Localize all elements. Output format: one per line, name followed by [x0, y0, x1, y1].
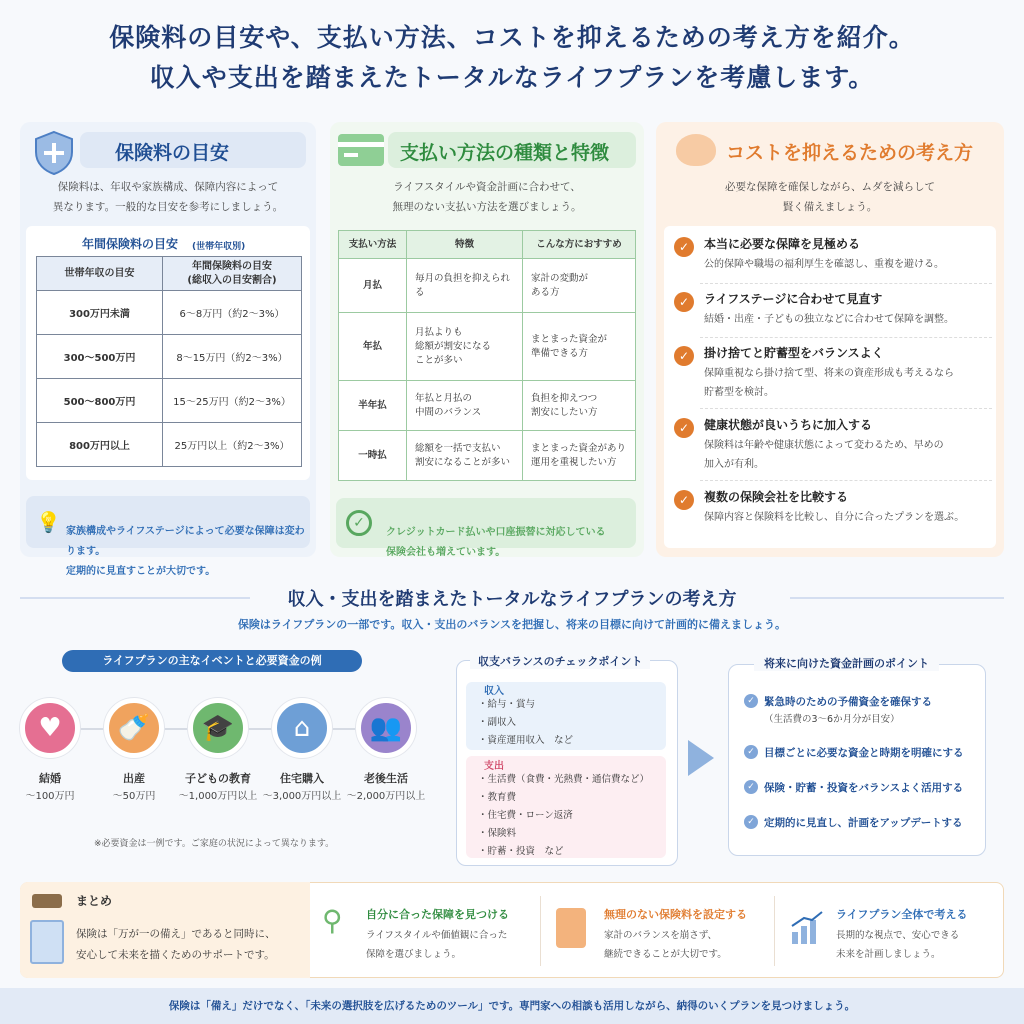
table-row: [339, 431, 636, 481]
cost-item-title: 掛け捨てと貯蓄型をバランスよく: [704, 346, 884, 360]
table-cell: 負担を抑えつつ 割安にしたい方: [523, 381, 636, 431]
event-cost: 〜50万円: [112, 791, 156, 802]
check-icon: ✓: [674, 292, 694, 312]
footer-text: 保険は「備え」だけでなく、「未来の選択肢を広げるためのツール」です。専門家への相談も活用しながら、納得のいくプランを見つけましょう。: [168, 1000, 856, 1012]
summary-text: 保険は「万が一の備え」であると同時に、 安心して未来を描くためのサポートです。: [76, 928, 276, 961]
event-cost: 〜100万円: [25, 791, 75, 802]
future-point: 目標ごとに必要な資金と時期を明確にする: [764, 747, 964, 759]
table-cell: 月払よりも 総額が割安になる ことが多い: [407, 313, 523, 381]
page-title-line1: 保険料の目安や、支払い方法、コストを抑えるための考え方を紹介。: [109, 23, 915, 52]
shield-icon: [32, 130, 76, 176]
lightbulb-icon: 💡: [36, 510, 61, 534]
payment-header: 特徴: [407, 231, 523, 259]
event-name: 子どもの教育: [185, 772, 251, 785]
credit-card-icon: [338, 134, 384, 166]
check-icon: ✓: [674, 237, 694, 257]
summary-point-title: ライフプラン全体で考える: [836, 908, 968, 921]
cost-item-desc: 保険料は年齢や健康状態によって変わるため、早めの 加入が有利。: [704, 440, 944, 470]
payment-header: こんな方におすすめ: [523, 231, 636, 259]
table-cell: 15〜25万円（約2〜3%）: [163, 379, 302, 423]
summary-point-desc: ライフスタイルや価値観に合った 保障を選びましょう。: [366, 930, 508, 960]
summary-label: まとめ: [76, 894, 113, 908]
check-icon: ✓: [744, 780, 758, 794]
cost-item-desc: 公的保障や職場の福利厚生を確認し、重複を避ける。: [704, 259, 944, 270]
graduation-cap-icon: 🎓: [188, 698, 248, 758]
cost-item-title: 健康状態が良いうちに加入する: [704, 418, 873, 432]
check-icon: ✓: [744, 694, 758, 708]
summary-point-desc: 長期的な視点で、安心できる 未来を計画しましょう。: [836, 930, 960, 960]
event-name: 老後生活: [364, 772, 408, 785]
payment-card: [330, 122, 644, 557]
events-note: ※必要資金は一例です。ご家庭の状況によって異なります。: [94, 839, 335, 849]
event-cost: 〜3,000万円以上: [262, 791, 342, 802]
cost-intro: 必要な保障を確保しながら、ムダを減らして 賢く備えましょう。: [725, 181, 935, 213]
table-cell: 年払と月払の 中間のバランス: [407, 381, 523, 431]
future-point-sub: （生活費の3〜6か月分が目安）: [764, 714, 900, 725]
event-cost: 〜1,000万円以上: [178, 791, 258, 802]
table-cell: 月払: [339, 259, 407, 313]
table-cell: まとまった資金があり 運用を重視したい方: [523, 431, 636, 481]
event-name: 住宅購入: [280, 772, 324, 785]
payment-note-text: クレジットカード払いや口座振替に対応している 保険会社も増えています。: [386, 527, 606, 558]
lifeplan-title: 収入・支出を踏まえたトータルなライフプランの考え方: [287, 589, 737, 610]
expense-label: 支出: [484, 761, 504, 772]
checkmark-circle-icon: ✓: [346, 510, 372, 536]
table-cell: 年払: [339, 313, 407, 381]
future-point: 定期的に見直し、計画をアップデートする: [764, 817, 963, 829]
cost-item-desc: 保障重視なら掛け捨て型、将来の資産形成も考えるなら 貯蓄型を検討。: [704, 368, 954, 398]
event-cost: 〜2,000万円以上: [346, 791, 426, 802]
premium-col1: 世帯年収の目安: [37, 257, 163, 291]
cost-title: コストを抑えるための考え方: [726, 142, 974, 164]
event-name: 結婚: [39, 772, 61, 785]
check-icon: ✓: [744, 745, 758, 759]
table-cell: 毎月の負担を抑えられる: [407, 259, 523, 313]
table-cell: 300〜500万円: [37, 335, 163, 379]
table-cell: 500〜800万円: [37, 379, 163, 423]
table-cell: 一時払: [339, 431, 407, 481]
cost-item-desc: 結婚・出産・子どもの独立などに合わせて保障を調整。: [704, 314, 954, 325]
house-icon: ⌂: [272, 698, 332, 758]
future-title: 将来に向けた資金計画のポイント: [754, 655, 939, 671]
payment-note: [336, 498, 636, 558]
premium-intro: 保険料は、年収や家族構成、保障内容によって 異なります。一般的な目安を参考にしましょう。: [52, 181, 284, 213]
table-row: [339, 313, 636, 381]
future-point: 緊急時のための予備資金を確保する: [764, 696, 932, 708]
table-cell: 6〜8万円（約2〜3%）: [163, 291, 302, 335]
table-row: [37, 423, 302, 467]
event-name: 出産: [123, 772, 145, 785]
table-cell: 8〜15万円（約2〜3%）: [163, 335, 302, 379]
income-items: ・給与・賞与 ・副収入 ・資産運用収入 など: [478, 699, 574, 746]
check-icon: ✓: [674, 490, 694, 510]
premium-note-text: 家族構成やライフステージによって必要な保障は変わります。 定期的に見直すことが大切です。: [66, 526, 305, 577]
elderly-couple-icon: 👥: [356, 698, 416, 758]
premium-table-title: 年間保険料の目安: [82, 237, 179, 251]
table-row: [339, 259, 636, 313]
events-label: ライフプランの主なイベントと必要資金の例: [62, 650, 362, 672]
payment-title: 支払い方法の種類と特徴: [400, 142, 610, 164]
premium-table-sub: (世帯年収別): [192, 242, 246, 252]
premium-col2: 年間保険料の目安 (総収入の目安割合): [163, 257, 302, 291]
baby-bottle-icon: 🍼: [104, 698, 164, 758]
premium-card: [20, 122, 316, 577]
summary-point-desc: 家計のバランスを崩さず、 継続できることが大切です。: [604, 930, 727, 960]
table-cell: まとまった資金が 準備できる方: [523, 313, 636, 381]
table-row: [37, 291, 302, 335]
table-cell: 半年払: [339, 381, 407, 431]
page-title-line2: 収入や支出を踏まえたトータルなライフプランを考慮します。: [149, 63, 875, 92]
lifeplan-subtitle: 保険はライフプランの一部です。収入・支出のバランスを把握し、将来の目標に向けて計画的に備えましょう。: [237, 618, 787, 631]
premium-note: [26, 496, 310, 577]
table-row: [37, 379, 302, 423]
magnifier-icon: ⚲: [322, 904, 343, 937]
summary-point-title: 無理のない保険料を設定する: [604, 908, 747, 921]
growth-chart-icon: [790, 910, 824, 946]
payment-header: 支払い方法: [339, 231, 407, 259]
cost-item-title: 複数の保険会社を比較する: [704, 490, 849, 504]
table-cell: 25万円以上（約2〜3%）: [163, 423, 302, 467]
check-icon: ✓: [674, 418, 694, 438]
premium-title: 保険料の目安: [115, 142, 230, 164]
calculator-icon: [556, 908, 586, 948]
future-point: 保険・貯蓄・投資をバランスよく活用する: [764, 782, 964, 794]
table-cell: 800万円以上: [37, 423, 163, 467]
payment-table: [338, 230, 636, 481]
gavel-icon: [32, 894, 62, 908]
cost-item-desc: 保障内容と保険料を比較し、自分に合ったプランを選ぶ。: [704, 512, 965, 523]
table-cell: 300万円未満: [37, 291, 163, 335]
check-icon: ✓: [744, 815, 758, 829]
heart-icon: ♥: [20, 698, 80, 758]
cost-item-title: ライフステージに合わせて見直す: [704, 292, 883, 306]
premium-table: [36, 256, 302, 467]
clipboard-icon: [30, 920, 64, 964]
table-row: [339, 381, 636, 431]
payment-intro: ライフスタイルや資金計画に合わせて、 無理のない支払い方法を選びましょう。: [392, 181, 582, 213]
table-row: [37, 335, 302, 379]
summary-point-title: 自分に合った保障を見つける: [366, 908, 509, 921]
table-cell: 家計の変動が ある方: [523, 259, 636, 313]
check-icon: ✓: [674, 346, 694, 366]
table-cell: 総額を一括で支払い 割安になることが多い: [407, 431, 523, 481]
balance-title: 収支バランスのチェックポイント: [470, 653, 650, 669]
income-label: 収入: [484, 686, 504, 697]
piggy-bank-icon: [676, 134, 716, 166]
arrow-right-icon: [688, 740, 714, 776]
expense-items: ・生活費（食費・光熱費・通信費など） ・教育費 ・住宅費・ローン返済 ・保険料 ・貯蓄・投資 など: [478, 774, 650, 857]
cost-item-title: 本当に必要な保障を見極める: [704, 237, 861, 251]
